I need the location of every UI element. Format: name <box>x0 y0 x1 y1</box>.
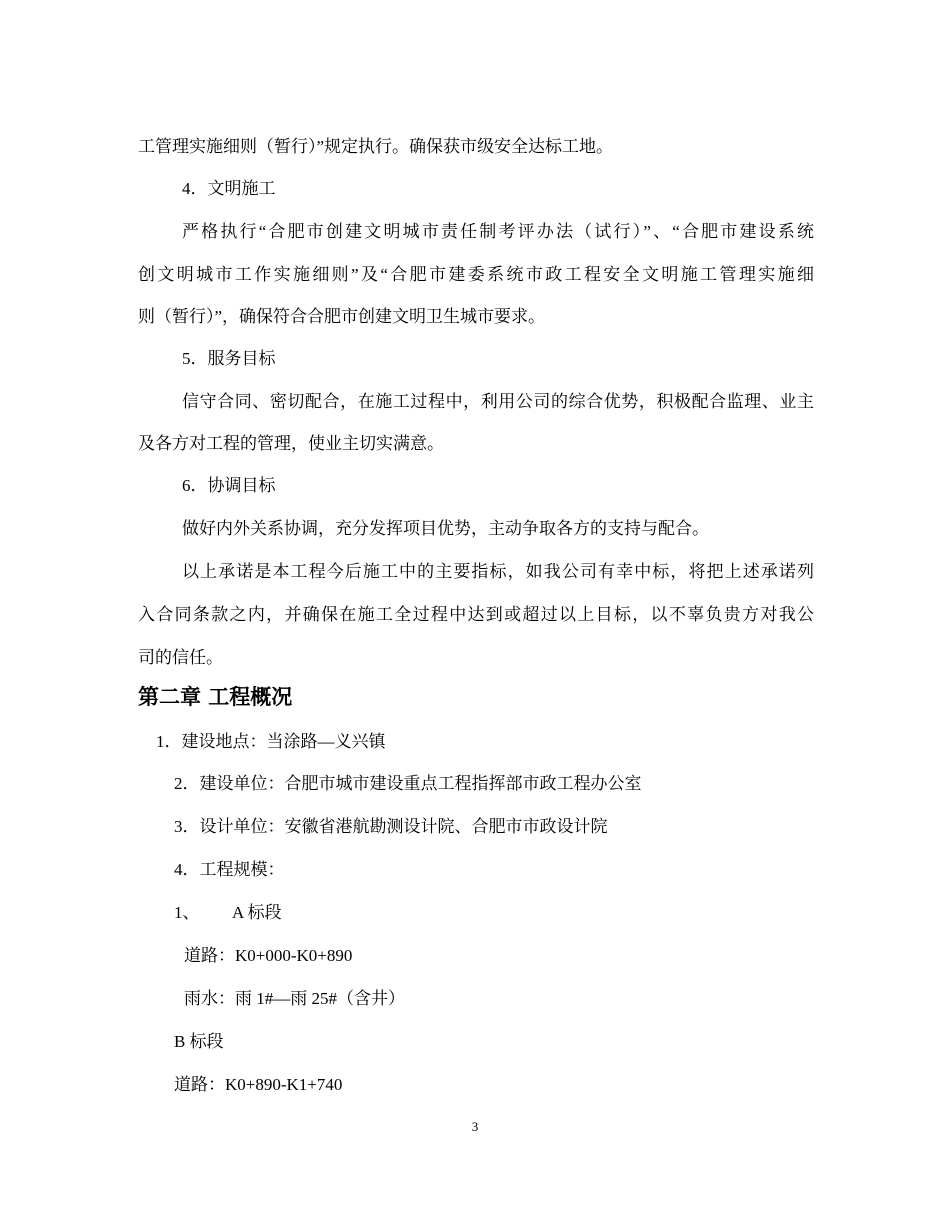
section-heading-service-target: 5．服务目标 <box>182 349 276 368</box>
paragraph-line: 工管理实施细则（暂行）”规定执行。确保获市级安全达标工地。 <box>138 137 614 156</box>
paragraph-line: 司的信任。 <box>138 648 223 667</box>
paragraph-line: 信守合同、密切配合，在施工过程中，利用公司的综合优势，积极配合监理、业主 <box>182 392 814 411</box>
chapter-heading: 第二章 工程概况 <box>138 685 293 709</box>
section-a-number: 1、 <box>174 903 200 922</box>
paragraph-line: 严格执行“合肥市创建文明城市责任制考评办法（试行）”、“合肥市建设系统 <box>182 222 814 241</box>
overview-scale: 4．工程规模： <box>174 860 285 879</box>
paragraph-line: 做好内外关系协调，充分发挥项目优势，主动争取各方的支持与配合。 <box>182 519 709 538</box>
paragraph-line: 以上承诺是本工程今后施工中的主要指标，如我公司有幸中标，将把上述承诺列 <box>182 562 814 581</box>
section-a-road: 道路：K0+000-K0+890 <box>184 946 353 965</box>
overview-designer: 3．设计单位：安徽省港航勘测设计院、合肥市市政设计院 <box>174 817 608 836</box>
paragraph-line: 创文明城市工作实施细则”及“合肥市建委系统市政工程安全文明施工管理实施细 <box>138 265 814 284</box>
page-number: 3 <box>471 1119 479 1134</box>
overview-location: 1．建设地点：当涂路—义兴镇 <box>156 732 386 751</box>
section-a-row <box>174 903 282 923</box>
paragraph-line: 则（暂行）”，确保符合合肥市创建文明卫生城市要求。 <box>138 307 546 326</box>
paragraph-line: 入合同条款之内，并确保在施工全过程中达到或超过以上目标，以不辜负贵方对我公 <box>138 605 814 624</box>
section-heading-civilized-construction: 4．文明施工 <box>182 179 276 198</box>
section-heading-coordination-target: 6．协调目标 <box>182 476 276 495</box>
section-b-road: 道路：K0+890-K1+740 <box>174 1075 343 1094</box>
section-a-label: A 标段 <box>232 903 282 922</box>
section-a-rain: 雨水：雨 1#—雨 25#（含井） <box>184 989 405 1008</box>
paragraph-line: 及各方对工程的管理，使业主切实满意。 <box>138 434 444 453</box>
overview-builder: 2．建设单位：合肥市城市建设重点工程指挥部市政工程办公室 <box>174 774 642 793</box>
section-b-label: B 标段 <box>174 1032 224 1051</box>
